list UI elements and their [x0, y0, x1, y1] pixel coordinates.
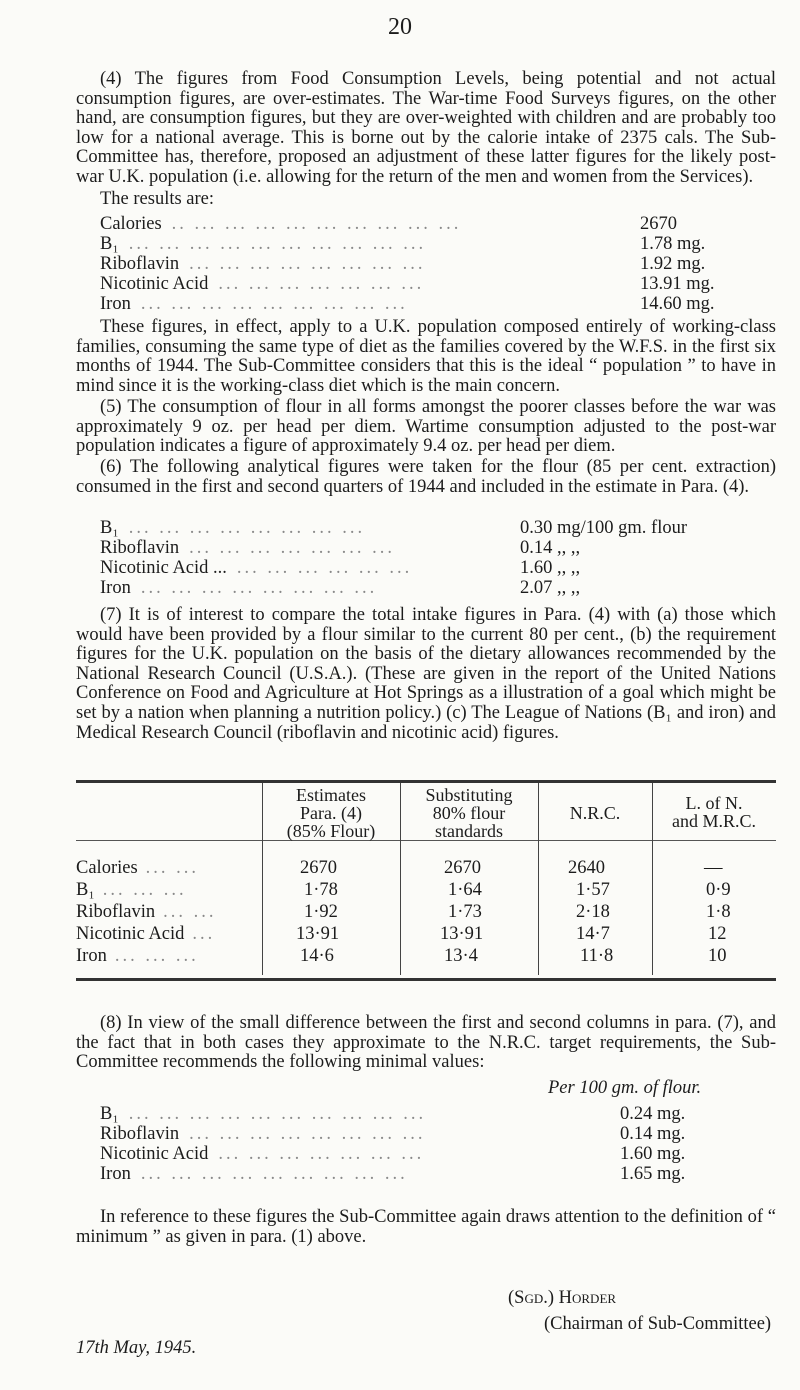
list-item: Nicotinic Acid ... ... ... ... ... ... ... 1.60 ,, ,,: [100, 558, 581, 578]
table-cell: —: [704, 858, 723, 878]
item-value: 0.14 ,, ,,: [520, 538, 581, 558]
item-label: B₁: [100, 518, 119, 538]
table-cell: 14·7: [576, 924, 610, 944]
table-top-rule: [76, 780, 776, 783]
signature-title: (Chairman of Sub-Committee): [544, 1314, 772, 1334]
item-label: Nicotinic Acid: [100, 1144, 209, 1164]
table-bottom-rule: [76, 978, 776, 981]
table-row: Calories ... ... 2670 2670 2640 —: [76, 858, 723, 878]
table-cell: 2640: [568, 858, 605, 878]
table-cell: 13·4: [444, 946, 478, 966]
results-list: [100, 214, 760, 314]
table-row: B₁ ... ... ... 1·78 1·64 1·57 0·9: [76, 880, 731, 900]
table-cell: 12: [708, 924, 727, 944]
item-value: 1.60 ,, ,,: [520, 558, 581, 578]
row-label: Riboflavin: [76, 902, 156, 922]
item-label: B₁: [100, 1104, 119, 1124]
item-label: Nicotinic Acid ...: [100, 558, 227, 578]
analytical-figures-list: [100, 518, 760, 598]
paragraph-4-continued: These figures, in effect, apply to a U.K. population composed entirely of working-class families, consuming the same type of diet as the families covered by the W.F.S. in the first six months of 1944. The Sub-Committee considers that this is the ideal “ population ” to have in mind since it is the working-class diet which is the main concern.: [76, 317, 776, 396]
item-value: 14.60 mg.: [640, 294, 715, 314]
row-label: B₁: [76, 880, 95, 900]
table-cell: 1·8: [706, 902, 731, 922]
item-value: 1.65 mg.: [620, 1164, 686, 1184]
list-item: Riboflavin ... ... ... ... ... ... ... ... 0.14 mg.: [100, 1124, 686, 1144]
table-cell: 2670: [444, 858, 481, 878]
item-value: 2670: [640, 214, 677, 234]
list-item: B₁ ... ... ... ... ... ... ... ... ... ... 0.24 mg.: [100, 1104, 686, 1124]
table-cell: 2670: [300, 858, 337, 878]
list-item: Nicotinic Acid ... ... ... ... ... ... ... 13.91 mg.: [100, 274, 715, 294]
table-row: Iron ... ... ... 14·6 13·4 11·8 10: [76, 946, 727, 966]
item-value: 0.24 mg.: [620, 1104, 686, 1124]
signature-date: 17th May, 1945.: [76, 1338, 197, 1358]
list-item: Iron ... ... ... ... ... ... ... ... ... 1.65 mg.: [100, 1164, 686, 1184]
per-heading: Per 100 gm. of flour.: [548, 1078, 702, 1098]
list-item: Nicotinic Acid ... ... ... ... ... ... ... 1.60 mg.: [100, 1144, 686, 1164]
item-label: B₁: [100, 234, 119, 254]
table-cell: 1·64: [448, 880, 482, 900]
table-cell: 1·57: [576, 880, 610, 900]
item-label: Riboflavin: [100, 538, 180, 558]
item-value: 0.30 mg/100 gm. flour: [520, 518, 688, 538]
paragraph-8-continued: In reference to these figures the Sub-Committee again draws attention to the definition of “ minimum ” as given in para. (1) above.: [76, 1207, 776, 1247]
column-header: Estimates Para. (4) (85% Flour): [286, 785, 376, 841]
table-cell: 11·8: [580, 946, 614, 966]
table-cell: 13·91: [440, 924, 484, 944]
item-label: Nicotinic Acid: [100, 274, 209, 294]
item-label: Iron: [100, 1164, 131, 1184]
item-value: 1.78 mg.: [640, 234, 706, 254]
list-item: Iron ... ... ... ... ... ... ... ... 2.07 ,, ,,: [100, 578, 581, 598]
table-cell: 10: [708, 946, 727, 966]
table-row: Riboflavin ... ... 1·92 1·73 2·18 1·8: [76, 902, 731, 922]
list-item: B₁ ... ... ... ... ... ... ... ... ... ... 1.78 mg.: [100, 234, 706, 254]
table-cell: 1·73: [448, 902, 482, 922]
table-cell: 0·9: [706, 880, 731, 900]
list-item: Iron ... ... ... ... ... ... ... ... ... 14.60 mg.: [100, 294, 715, 314]
item-label: Riboflavin: [100, 1124, 180, 1144]
list-item: Riboflavin ... ... ... ... ... ... ... 0.14 ,, ,,: [100, 538, 581, 558]
signature-name: (Sgd.) Horder: [508, 1288, 617, 1308]
column-header: Substituting 80% flour standards: [425, 785, 513, 841]
item-value: 0.14 mg.: [620, 1124, 686, 1144]
row-label: Iron: [76, 946, 107, 966]
item-value: 1.60 mg.: [620, 1144, 686, 1164]
paragraph-6: (6) The following analytical figures were taken for the flour (85 per cent. extraction) consumed in the first and second quarters of 1944 and included in the estimate in Para. (4).: [76, 457, 776, 497]
list-item: B₁ ... ... ... ... ... ... ... ... 0.30 mg/100 gm. flour: [100, 518, 688, 538]
row-label: Calories: [76, 858, 138, 878]
item-value: 2.07 ,, ,,: [520, 578, 581, 598]
table-cell: 1·78: [304, 880, 338, 900]
item-label: Riboflavin: [100, 254, 180, 274]
results-intro: The results are:: [100, 189, 215, 209]
item-value: 13.91 mg.: [640, 274, 715, 294]
table-cell: 13·91: [296, 924, 340, 944]
item-value: 1.92 mg.: [640, 254, 706, 274]
item-label: Iron: [100, 294, 131, 314]
paragraph-5: (5) The consumption of flour in all forms amongst the poorer classes before the war was approximately 9 oz. per head per diem. Wartime consumption adjusted to the post-war population indicates a figure of approximately 9.4 oz. per head per diem.: [76, 397, 776, 457]
item-label: Iron: [100, 578, 131, 598]
table-cell: 1·92: [304, 902, 338, 922]
row-label: Nicotinic Acid: [76, 924, 185, 944]
page-number: 20: [388, 14, 412, 40]
table-cell: 14·6: [300, 946, 334, 966]
list-item: Riboflavin ... ... ... ... ... ... ... ... 1.92 mg.: [100, 254, 706, 274]
paragraph-4: (4) The figures from Food Consumption Levels, being potential and not actual consumption figures, are over-estimates. The War-time Food Surveys figures, on the other hand, are consumption figures, but they are over-weighted with children and are probably too low for a national average. This is borne out by the calorie intake of 2375 cals. The Sub-Committee has, therefore, proposed an adjustment of these latter figures for the likely post-war U.K. population (i.e. allowing for the return of the men and women from the Services).: [76, 69, 776, 187]
paragraph-7: (7) It is of interest to compare the total intake figures in Para. (4) with (a) those which would have been provided by a flour similar to the current 80 per cent., (b) the requirement figures for the U.K. population on the basis of the dietary allowances recommended by the National Research Council (U.S.A.). (These are given in the report of the United Nations Conference on Food and Agriculture at Hot Springs as a illustration of a goal which might be set by a nation when planning a nutrition policy.) (c) The League of Nations (B₁ and iron) and Medical Research Council (riboflavin and nicotinic acid) figures.: [76, 605, 776, 743]
column-header: L. of N. and M.R.C.: [671, 793, 756, 831]
list-item: Calories .. ... ... ... ... ... ... ... ... ... 2670: [100, 214, 677, 234]
table-cell: 2·18: [576, 902, 610, 922]
table-header-rule: [76, 840, 776, 841]
column-header: N.R.C.: [569, 803, 621, 823]
minimal-values-list: [100, 1104, 760, 1184]
item-label: Calories: [100, 214, 162, 234]
paragraph-8: (8) In view of the small difference between the first and second columns in para. (7), and the fact that in both cases they approximate to the N.R.C. target requirements, the Sub-Committee recommends the following minimal values:: [76, 1013, 776, 1073]
table-row: Nicotinic Acid ... 13·91 13·91 14·7 12: [76, 924, 727, 944]
